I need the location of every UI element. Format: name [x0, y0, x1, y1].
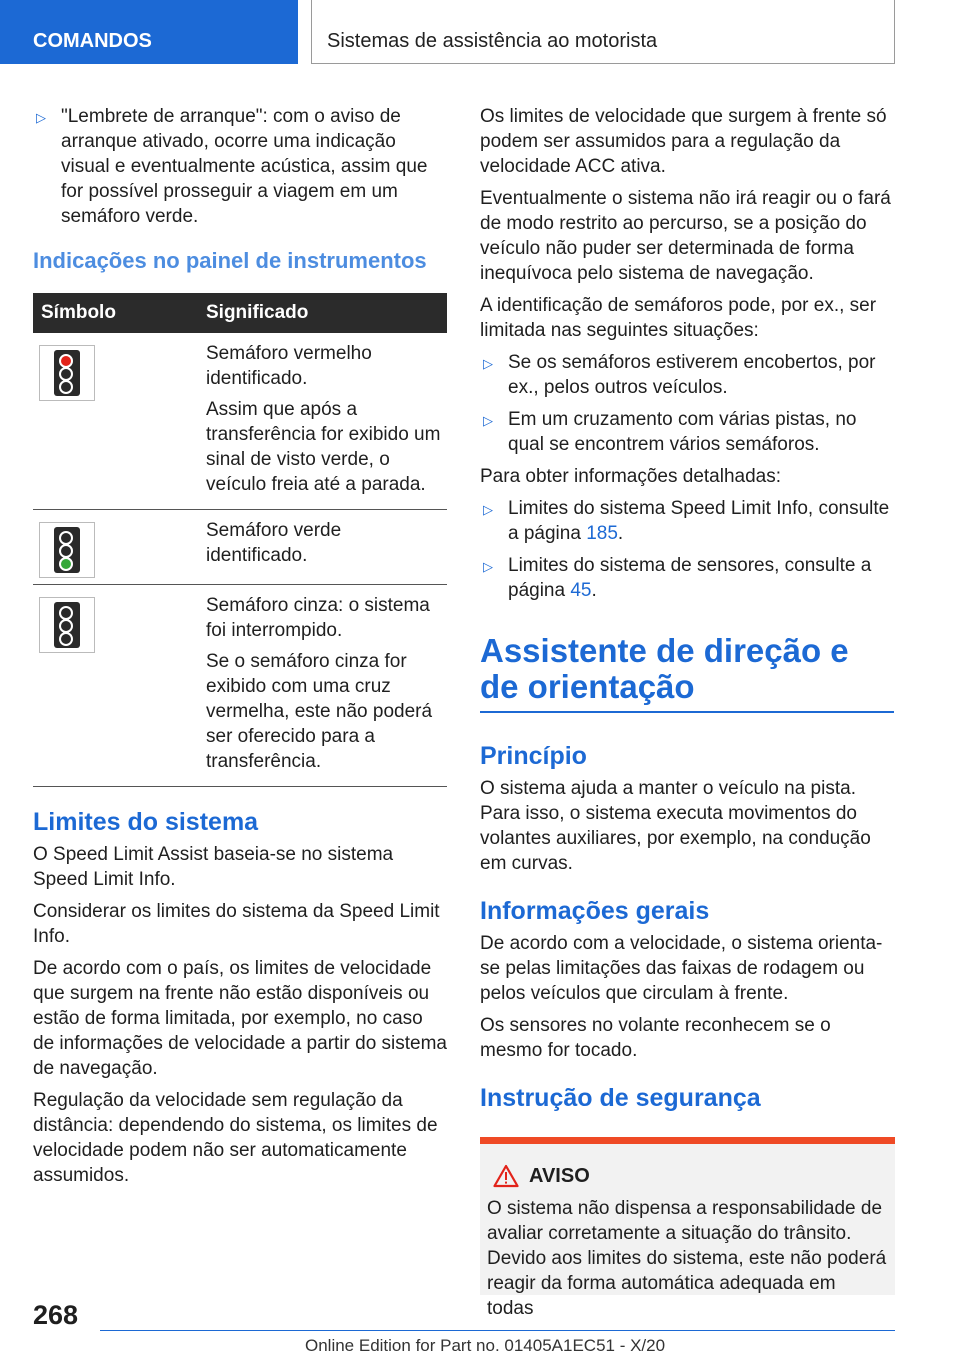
traffic-light-green-icon [39, 522, 95, 578]
paragraph: De acordo com o país, os limites de velocidade que surgem na frente não estão disponíveis ou estão de forma limitada, por exemplo, no caso de informações de velocidade a partir do sistema de navegação. [33, 958, 448, 1079]
footer-edition: Online Edition for Part no. 01405A1EC51 - X/20 [305, 1336, 666, 1355]
list-item [480, 496, 894, 546]
period: . [617, 523, 624, 544]
page-number: 268 [33, 1300, 79, 1330]
safety-heading: Instrução de segurança [480, 1084, 761, 1112]
table-row [33, 510, 447, 585]
meaning-text: Se o semáforo cinza for exibido com uma cruz vermelha, este não poderá ser oferecido para a transferência. [206, 651, 433, 772]
list-item [480, 553, 894, 603]
list-item [480, 407, 894, 457]
section-label: COMANDOS [33, 30, 152, 52]
table-header-symbol: Símbolo [33, 293, 198, 333]
table-row [33, 333, 447, 510]
section-tab [0, 0, 298, 64]
traffic-light-grey-icon [39, 597, 95, 653]
footer-rule [100, 1330, 895, 1331]
limits-heading: Limites do sistema [33, 808, 259, 836]
paragraph: De acordo com a velocidade, o sistema orienta-se pelas limitações das faixas de rodagem ou pelos veículos que circulam à frente. [480, 933, 883, 1004]
list-item [33, 104, 447, 229]
bullet-text: Limites do sistema de sensores, consulte a página [508, 555, 872, 601]
warning-title: AVISO [529, 1164, 590, 1187]
bullet-triangle-icon: ▷ [483, 559, 493, 574]
meaning-text: Assim que após a transferência for exibido um sinal de visto verde, o veículo freia até a parada. [206, 399, 441, 495]
period: . [591, 580, 597, 601]
bullet-triangle-icon: ▷ [483, 413, 493, 428]
bullet-triangle-icon: ▷ [483, 502, 493, 517]
paragraph: Os sensores no volante reconhecem se o mesmo for tocado. [480, 1015, 831, 1061]
warning-triangle-icon [493, 1164, 519, 1188]
chapter-header [311, 0, 895, 64]
bullet-text: "Lembrete de arranque": com o aviso de arranque ativado, ocorre uma indicação visual e eventualmente acústica, assim que for possível prosseguir a viagem em um semáforo verde. [61, 106, 428, 227]
bullet-text: Em um cruzamento com várias pistas, no qual se encontrem vários semáforos. [508, 409, 857, 455]
table-row [33, 585, 447, 787]
warning-text: O sistema não dispensa a responsabilidade de avaliar corretamente a situação do trânsito. Devido aos limites do sistema, este não poderá reagir da forma automática adequada em todas [487, 1198, 887, 1319]
main-heading: Assistente de direção e de orientação [480, 633, 894, 713]
bullet-triangle-icon: ▷ [483, 356, 493, 371]
bullet-text: Limites do sistema Speed Limit Info, consulte a página [508, 498, 890, 544]
warning-accent-bar [480, 1137, 895, 1144]
meaning-text: Semáforo vermelho identificado. [206, 343, 372, 389]
general-heading: Informações gerais [480, 897, 710, 925]
symbol-table [33, 293, 447, 787]
bullet-triangle-icon: ▷ [36, 110, 46, 125]
left-column [33, 104, 447, 1195]
paragraph: O sistema ajuda a manter o veículo na pista. Para isso, o sistema executa movimentos do volantes auxiliares, por exemplo, na condução em curvas. [480, 778, 871, 874]
paragraph: Eventualmente o sistema não irá reagir ou o fará de modo restrito ao percurso, se a posição do veículo não puder ser determinada de forma inequívoca pelo sistema de navegação. [480, 188, 891, 284]
page-link-45[interactable]: 45 [570, 580, 592, 601]
indicators-heading: Indicações no painel de instrumentos [33, 248, 427, 273]
paragraph: A identificação de semáforos pode, por ex., ser limitada nas seguintes situações: [480, 295, 877, 341]
meaning-text: Semáforo cinza: o sistema foi interrompido. [206, 595, 430, 641]
paragraph: Os limites de velocidade que surgem à frente só podem ser assumidos para a regulação da velocidade ACC ativa. [480, 106, 887, 177]
table-header-meaning: Significado [198, 293, 447, 333]
bullet-text: Se os semáforos estiverem encobertos, por ex., pelos outros veículos. [508, 352, 876, 398]
traffic-light-red-icon [39, 345, 95, 401]
right-column [480, 104, 894, 1319]
principle-heading: Princípio [480, 742, 587, 770]
paragraph: Regulação da velocidade sem regulação da distância: dependendo do sistema, os limites de velocidade podem não ser automaticamente assumidos. [33, 1090, 438, 1186]
list-item [480, 350, 894, 400]
warning-box [480, 1144, 895, 1319]
chapter-title: Sistemas de assistência ao motorista [327, 30, 658, 52]
paragraph: Considerar os limites do sistema da Speed Limit Info. [33, 901, 440, 947]
paragraph: Para obter informações detalhadas: [480, 466, 782, 487]
meaning-text: Semáforo verde identificado. [206, 520, 342, 566]
paragraph: O Speed Limit Assist baseia-se no sistema Speed Limit Info. [33, 844, 394, 890]
page-link-185[interactable]: 185 [586, 523, 618, 544]
